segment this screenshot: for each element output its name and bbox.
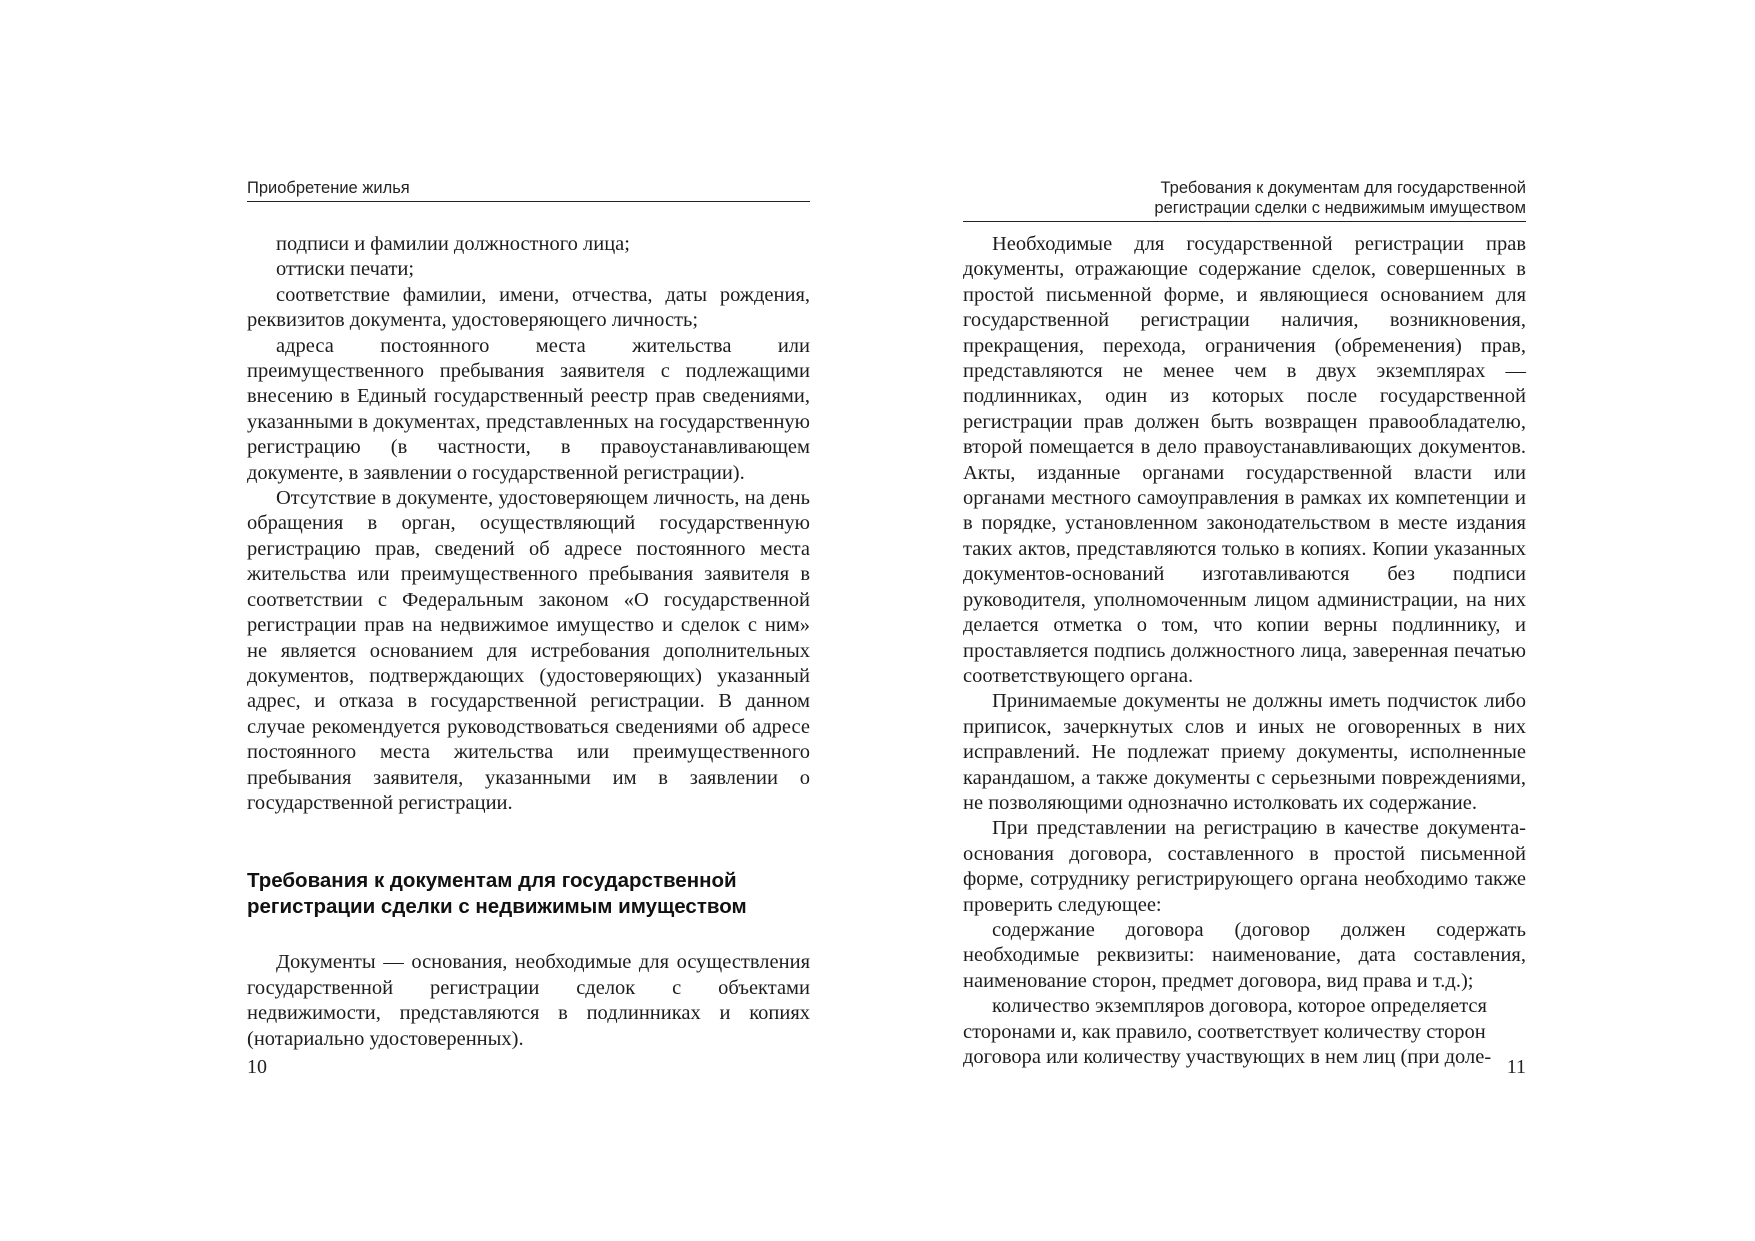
right-page-body: [963, 232, 1526, 1070]
running-header-line: Требования к документам для государственной: [1160, 179, 1526, 197]
paragraph: Необходимые для государственной регистрации прав документы, отражающие содержание сделок, совершенных в простой письменной форме, и являющиеся основанием для государственной регистрации наличия, возникновения, прекращения, перехода, ограничения (обременения) прав, представляются не менее чем в двух экземплярах — подлинниках, один из которых после государственной регистрации прав должен быть возвращен правообладателю, второй помещается в дело правоустанавливающих документов. Акты, изданные органами государственной власти или органами местного самоуправления в рамках их компетенции и в порядке, установленном законодательством в месте издания таких актов, представляются только в копиях. Копии указанных документов-оснований изготавливаются без подписи руководителя, уполномоченным лицом администрации, на них делается отметка о том, что копии верны подлиннику, и проставляется подпись должностного лица, заверенная печатью соответствующего органа.: [963, 233, 1526, 687]
paragraph: Документы — основания, необходимые для осуществления государственной регистрации сделок с объектами недвижимости, представляются в подлинниках и копиях (нотариально удостоверенных).: [247, 951, 810, 1050]
page-number-left: 10: [247, 1056, 267, 1078]
paragraph: Принимаемые документы не должны иметь подчисток либо приписок, зачеркнутых слов и иных не оговоренных в них исправлений. Не подлежат приему документы, исполненные карандашом, а также документы с серьезными повреждениями, не позволяющими однозначно истолковать их содержание.: [963, 690, 1526, 814]
running-header-left: [247, 178, 810, 202]
section-heading-line: регистрации сделки с недвижимым имуществом: [247, 895, 747, 919]
running-header-text: Приобретение жилья: [247, 179, 410, 197]
left-page-body: [247, 232, 810, 1052]
paragraph: оттиски печати;: [276, 258, 415, 281]
paragraph: подписи и фамилии должностного лица;: [276, 233, 630, 255]
section-heading-line: Требования к документам для государственной: [247, 869, 737, 893]
paragraph: адреса постоянного места жительства или преимущественного пребывания заявителя с подлежащими внесению в Единый государственный реестр прав сведениями, указанными в документах, представленных на государственную регистрацию (в частности, в правоустанавливающем документе, в заявлении о государственной регистрации).: [247, 334, 810, 484]
paragraph: При представлении на регистрацию в качестве документа-основания договора, составленного в простой письменной форме, сотруднику регистрирующего органа необходимо также проверить следующее:: [963, 817, 1526, 916]
paragraph: соответствие фамилии, имени, отчества, даты рождения, реквизитов документа, удостоверяющего личность;: [247, 283, 810, 332]
paragraph: содержание договора (договор должен содержать необходимые реквизиты: наименование, дата составления, наименование сторон, предмет договора, вид права и т.д.);: [963, 918, 1526, 992]
section-heading: [247, 868, 810, 920]
paragraph: Отсутствие в документе, удостоверяющем личность, на день обращения в орган, осуществляющий государственную регистрацию прав, сведений об адресе постоянного места жительства или преимущественного пребывания заявителя в соответствии с Федеральным законом «О государственной регистрации прав на недвижимое имущество и сделок с ним» не является основанием для истребования дополнительных документов, подтверждающих (удостоверяющих) указанный адрес, и отказа в государственной регистрации. В данном случае рекомендуется руководствоваться сведениями об адресе постоянного места жительства или преимущественного пребывания заявителя, указанными им в заявлении о государственной регистрации.: [247, 487, 810, 814]
page-number-right: 11: [1506, 1056, 1526, 1078]
running-header-line: регистрации сделки с недвижимым имуществом: [1154, 199, 1526, 217]
paragraph: количество экземпляров договора, которое определяется сторонами и, как правило, соответствует количеству сторон договора или количеству участвующих в нем лиц (при доле-: [963, 995, 1492, 1068]
running-header-right: [963, 178, 1526, 222]
